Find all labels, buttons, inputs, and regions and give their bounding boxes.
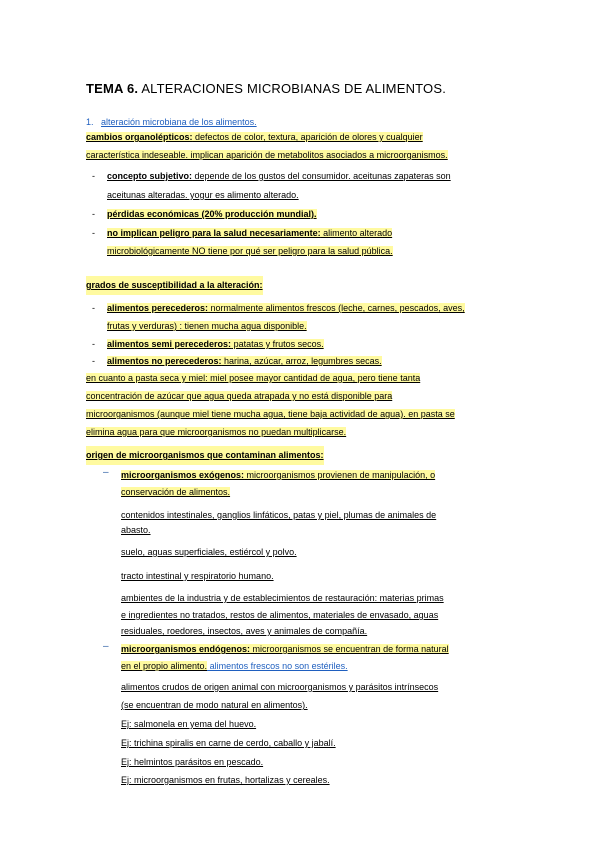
endo-blue-text: alimentos frescos no son estériles. [207, 661, 348, 671]
para-text: elimina agua para que microorganismos no puedan multiplicarse. [86, 427, 347, 437]
endo-text-2: en el propio alimento. [121, 661, 208, 671]
item-text: contenidos intestinales, ganglios linfáticos, patas y piel, plumas de animales de [121, 510, 437, 520]
endo-item [121, 734, 506, 753]
paragraph-line [86, 405, 506, 424]
item-label: concepto subjetivo: [107, 171, 193, 181]
item-label: alimentos no perecederos: [107, 356, 222, 366]
endo-label: microorganismos endógenos: [121, 644, 251, 654]
endo-item [121, 753, 506, 772]
bullet-dash: – [103, 467, 109, 478]
bullet-dash: - [92, 171, 95, 181]
item-text: depende de los gustos del consumidor. aceitunas zapateras son [192, 171, 451, 181]
item-text: abasto. [121, 525, 151, 535]
para-text: concentración de azúcar que agua queda atrapada y no está disponible para [86, 391, 393, 401]
cambios-text-1: defectos de color, textura, aparición de olores y cualquier [192, 132, 423, 142]
list-item [107, 224, 506, 243]
item-label: alimentos semi perecederos: [107, 339, 232, 349]
bullet-dash: - [92, 339, 95, 349]
list-item-cont [107, 317, 506, 336]
item-text: e ingredientes no tratados, restos de alimentos, materiales de envasado, aguas [121, 610, 439, 620]
item-text: Ej: salmonela en yema del huevo. [121, 719, 257, 729]
cambios-text-2: característica indeseable. implican aparición de metabolitos asociados a microorganismos. [86, 150, 448, 160]
endo-item [121, 678, 506, 697]
item-text: alimento alterado [320, 228, 393, 238]
list-item-cont [121, 483, 506, 502]
item-text: alimentos crudos de origen animal con microorganismos y parásitos intrínsecos [121, 682, 439, 692]
bullet-dash: - [92, 356, 95, 366]
endo-item [121, 771, 506, 790]
item-text-2: frutas y verduras) : tienen mucha agua disponible. [107, 321, 307, 331]
paragraph-line [86, 387, 506, 406]
exo-item [121, 567, 506, 586]
list-item [107, 299, 506, 318]
exo-text: microorganismos provienen de manipulación, o [244, 470, 436, 480]
title-tema: TEMA 6. [86, 81, 139, 96]
item-text-2: microbiológicamente NO tiene por qué ser peligro para la salud pública. [107, 246, 393, 256]
item-text: harina, azúcar, arroz, legumbres secas. [221, 356, 382, 366]
item-text: Ej: trichina spiralis en carne de cerdo, caballo y jabalí. [121, 738, 336, 748]
list-item [107, 205, 506, 224]
bullet-dash: - [92, 228, 95, 238]
section-number: 1. [86, 117, 94, 127]
item-label: no implican peligro para la salud necesariamente: [107, 228, 321, 238]
item-text: tracto intestinal y respiratorio humano. [121, 571, 274, 581]
list-item-cont [107, 242, 506, 261]
list-item-cont [107, 186, 506, 205]
item-text: ambientes de la industria y de establecimientos de restauración: materias primas [121, 593, 444, 603]
endo-item [121, 715, 506, 734]
exo-item [121, 521, 506, 540]
item-text: residuales, roedores, insectos, aves y animales de compañía. [121, 626, 368, 636]
item-label: alimentos perecederos: [107, 303, 209, 313]
list-item-cont [121, 657, 506, 676]
origen-heading: origen de microorganismos que contaminan alimentos: [86, 446, 324, 465]
page-title [86, 81, 446, 96]
bullet-dash: - [92, 303, 95, 313]
item-text-2: aceitunas alteradas. yogur es alimento alterado. [107, 190, 299, 200]
item-text: (se encuentran de modo natural en alimentos). [121, 700, 308, 710]
para-text: en cuanto a pasta seca y miel: miel posee mayor cantidad de agua, pero tiene tanta [86, 373, 421, 383]
cambios-line-2 [86, 146, 506, 165]
item-text: normalmente alimentos frescos (leche, carnes, pescados, aves, [208, 303, 465, 313]
exo-text-2: conservación de alimentos. [121, 487, 231, 497]
bullet-dash: - [92, 209, 95, 219]
item-text: patatas y frutos secos. [231, 339, 324, 349]
title-text: ALTERACIONES MICROBIANAS DE ALIMENTOS. [141, 81, 447, 96]
exo-label: microorganismos exógenos: [121, 470, 245, 480]
item-label: pérdidas económicas (20% producción mundial). [107, 209, 317, 219]
item-text: Ej: microorganismos en frutas, hortalizas y cereales. [121, 775, 330, 785]
item-text: Ej: helmintos parásitos en pescado. [121, 757, 264, 767]
exo-item [121, 543, 506, 562]
paragraph-line [86, 423, 506, 442]
exo-item [121, 622, 506, 641]
para-text: microorganismos (aunque miel tiene mucha agua, tiene baja actividad de agua). en pasta se [86, 409, 455, 419]
endo-text: microorganismos se encuentran de forma natural [250, 644, 449, 654]
cambios-label: cambios organolépticos: [86, 132, 193, 142]
endo-item [121, 696, 506, 715]
grados-heading: grados de susceptibilidad a la alteración: [86, 276, 263, 295]
item-text: suelo, aguas superficiales, estiércol y polvo. [121, 547, 297, 557]
paragraph-line [86, 369, 506, 388]
list-item [107, 167, 506, 186]
section-title: alteración microbiana de los alimentos. [101, 117, 257, 127]
cambios-line-1 [86, 128, 506, 147]
bullet-dash: – [103, 641, 109, 652]
